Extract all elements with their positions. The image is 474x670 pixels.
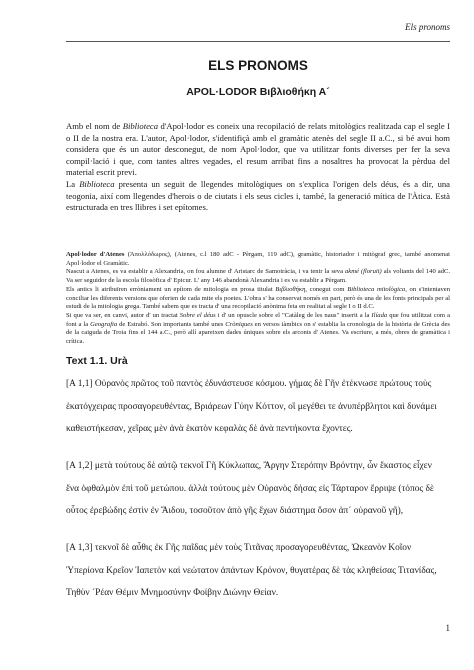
note-line4-italic2: Ilíada: [371, 311, 388, 319]
note-line3-italic: Biblioteca mitològica: [347, 285, 406, 293]
document-subtitle: APOL·LODOR Βιβλιοθήκη Α´: [186, 86, 330, 98]
note-line4: Si que va ser, en canvi, autor d' un tractat: [66, 311, 180, 319]
intro-p2-italic: Biblioteca: [79, 178, 115, 189]
note-line4-after: en versos iàmbics on s' establia la cronologia de la història de Grècia des de la caiguda de Troia fins el 144 a.C., però allí apareixen dades úniques sobre els arconts d' Atenes. Va escriure, a més, obres de gramàtica i crítica.: [66, 320, 450, 346]
note-line4-italic3: Geografia: [90, 320, 118, 328]
note-line4-mid2: que fou utilitzat com a font a la: [66, 311, 451, 328]
page-number: 1: [445, 623, 450, 633]
intro-p2-before: La: [66, 178, 80, 189]
note-line3: Els antics li atribuïren erròniament un epítom de mitologia en prosa titulat: [66, 285, 276, 293]
greek-passage-3: [A 1,3] τεκνοῖ δὲ αὖθις ἐκ Γῆς παῖδας μὲν τοὺς Τιτᾶνας προσαγορευθέντας, Ὠκεανὸν Κοῖον Ὑπερίονα Κρεῖον Ἰαπετὸν καὶ νεώτατον ἁπάντων Κρόνον, θυγατέρας δὲ τὰς κληθείσας Τιτανίδας, Τηθὺν ´Ρέαν Θέμιν Μνημοσύνην Φοίβην Διώνην Θείαν.: [66, 543, 437, 598]
header-rule: [66, 41, 450, 42]
author-rest: (Atenes, c.l 180 adC - Pèrgam, 119 adC), gramàtic, historiador i mitògraf grec, també anomenat Apol·lodor el Gramàtic.: [66, 251, 450, 267]
running-header: Els pronoms: [405, 22, 450, 32]
note-line4-italic: Sobre el déus: [179, 311, 216, 319]
note-line3-mid: , conegut com: [305, 285, 348, 293]
intro-text: [66, 121, 450, 214]
note-line3-after: , on s'intentaven conciliar les diferents versions que oferien de cada mite els poetes. L'obra s' ha conservat només en part, però és una de les fonts principals per al estudi de la mitologia grega. També sabem que es tracta d' una recopilació anònima feta en realitat al segle I o II d.C.: [66, 285, 451, 311]
intro-p1-italic: Biblioteca: [122, 121, 159, 131]
section-title: Text 1.1. Urà: [66, 355, 128, 367]
author-notes: [66, 251, 450, 347]
author-name: Apol·lodor d'Atenes: [66, 251, 125, 258]
greek-passage-2: [A 1,2] μετὰ τούτους δὲ αὐτῷ τεκνοῖ Γῆ Κύκλωπας, Ἄργην Στερόπην Βρόντην, ὧν ἕκαστος εἶχεν ἕνα ὀφθαλμὸν ἐπὶ τοῦ μετώπου. ἀλλὰ τούτους μὲν Οὐρανὸς δήσας εἰς Τάρταρον ἔρριψε (τόπος δὲ οὗτος ἐρεβώδης ἐστὶν ἐν Ἅιδου, τοσοῦτον ἀπὸ γῆς ἔχων διάστημα ὅσον ἀπ´ οὐρανοῦ γῆ),: [66, 461, 434, 516]
note-line4-mid3: de Estrabó. Son importants també unes: [117, 320, 226, 328]
note-line2-after: als voltants del 140 adC. Va ser seguidor de la escola filosòfica d' Epicur. L' any 146 abandonà Alexandria i es va establir a Pèrgam.: [66, 268, 450, 285]
greek-passage-1: [A 1,1] Οὐρανὸς πρῶτος τοῦ παντὸς ἐδυνάστευσε κόσμου. γήμας δὲ Γῆν ἐτέκνωσε πρώτους τοὺς ἑκατόγχειρας προσαγορευθέντας, Βριάρεων Γύην Κόττον, οἳ μεγέθει τε ἀνυπέρβλητοι καὶ δυνάμει καθειστήκεσαν, χεῖρας μὲν ἀνὰ ἑκατὸν κεφαλὰς δὲ ἀνὰ πεντήκοντα ἔχοντες.: [66, 379, 437, 434]
note-line2-italic: akmé (floruit): [345, 268, 382, 276]
intro-p1-after: d'Apol·lodor es coneix una recopilació de relats mitològics realitzada cap el segle I o II de la nostra era. L'autor, Apol·lodor, s'identifiçà amb el gramàtic atenès del segle II a.C., si bé avui hom considera que és un autor desconegut, de nom Apol·lodor, que va utilitzar fonts diverses per fer la seva compil·lació i que, com tantes altres vegades, el resum arribat fins a nosaltres ha provocat la pèrdua del material escrit previ.: [66, 121, 451, 178]
note-line3-greek: Βιβλιοθήκη: [275, 285, 306, 293]
author-greek: (Ἀπολλόδωρος),: [124, 251, 172, 258]
note-line2: Nascut a Atenes, es va establir a Alexandria, on fou alumne d' Aristarc de Samotràcia, i va tenir la seva: [66, 268, 345, 276]
intro-p2-after: presenta un seguit de llegendes mitològiques on s'explica l'origen dels déus, és a dir, una teogonia, així com llegendes d'herois o de ciutats i els seus cicles i, també, la generació mítica de l'Àtica. Està estructurada en tres llibres i set epítomes.: [66, 178, 450, 213]
document-title: ELS PRONOMS: [208, 58, 308, 73]
note-line4-italic4: Cròniques: [225, 320, 253, 328]
note-line4-mid: i d' un opuscle sobre el "Catàleg de les naus" inserit a la: [215, 311, 372, 319]
intro-p1-before: Amb el nom de: [66, 121, 123, 131]
